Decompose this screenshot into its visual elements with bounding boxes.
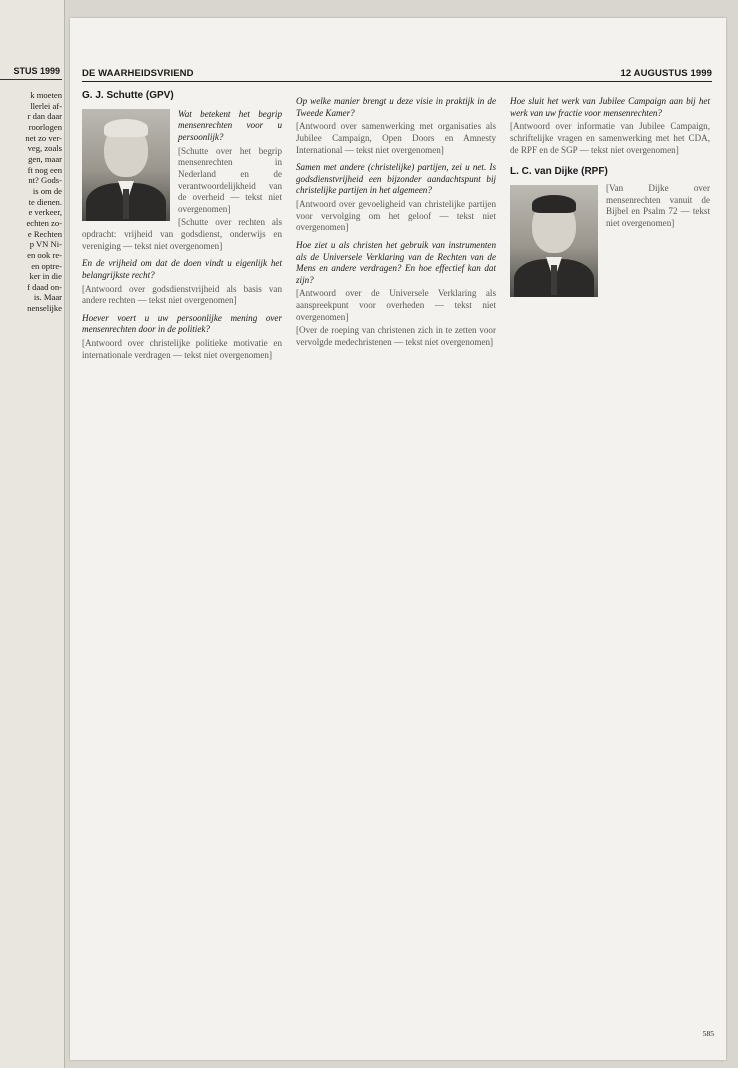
answer-3-summary: [Antwoord over christelijke politieke motivatie en internationale verdragen — tekst niet overgenomen] (82, 338, 282, 360)
left-page-line-fragment: is om de (32, 185, 62, 196)
masthead: DE WAARHEIDSVRIEND (82, 68, 194, 79)
question-5: Samen met andere (christelijke) partijen, zei u net. Is godsdienstvrijheid een bijzonder aandachtspunt bij christelijke partijen in het algemeen? (296, 162, 496, 196)
left-page-line-fragment: ker in die (29, 271, 62, 282)
left-page-rule (0, 79, 62, 80)
left-page-line-fragment: nenselijke (27, 303, 62, 314)
left-page-line-fragment: veg, zoals (27, 143, 62, 154)
answer-6b-summary: [Over de roeping van christenen zich in te zetten voor vervolgde medechristenen — tekst niet overgenomen] (296, 325, 496, 347)
photo-van-dijke (510, 185, 598, 297)
answer-1b-summary: [Schutte over rechten als opdracht: vrijheid van godsdienst, onderwijs en vereniging — tekst niet overgenomen] (82, 217, 282, 251)
left-page-line-fragment: gen, maar (28, 153, 62, 164)
left-page-line-fragment: ft nog een (27, 164, 62, 175)
left-page-text-fragments (0, 90, 62, 314)
left-page-line-fragment: r dan daar (27, 111, 62, 122)
left-page-spine (0, 0, 65, 1068)
left-page-line-fragment: net zo ver- (25, 132, 62, 143)
answer-6-summary: [Antwoord over de Universele Verklaring als aanspreekpunt voor overheden — tekst niet overgenomen] (296, 288, 496, 322)
left-page-line-fragment: f daad on- (27, 281, 62, 292)
left-page-line-fragment: te dienen. (28, 196, 62, 207)
answer-5-summary: [Antwoord over gevoeligheid van christelijke partijen voor vervolging om het geloof — tekst niet overgenomen] (296, 199, 496, 233)
column-2 (296, 90, 496, 351)
left-page-line-fragment: e verkeer, (28, 207, 62, 218)
header-rule (82, 81, 712, 82)
question-1: Wat betekent het begrip mensenrechten voor u persoonlijk? (178, 108, 282, 143)
question-3: Hoever voert u uw persoonlijke mening over mensenrechten door in de politiek? (82, 312, 282, 335)
byline-van-dijke: L. C. van Dijke (RPF) (510, 166, 608, 178)
left-page-line-fragment: echten zo- (26, 217, 62, 228)
column-1 (82, 90, 282, 363)
left-page-line-fragment: p VN Ni- (29, 239, 62, 250)
question-4: Op welke manier brengt u deze visie in praktijk in de Tweede Kamer? (296, 96, 496, 118)
question-7: Hoe sluit het werk van Jubilee Campaign aan bij het werk van uw fractie voor mensenrechten? (510, 96, 710, 118)
newspaper-page (70, 18, 726, 1060)
byline-schutte: G. J. Schutte (GPV) (82, 90, 174, 101)
van-dijke-answer-summary: [Van Dijke over mensenrechten vanuit de Bijbel en Psalm 72 — tekst niet overgenomen] (606, 182, 710, 228)
question-2: En de vrijheid om dat de doen vindt u eigenlijk het belangrijkste recht? (82, 258, 282, 280)
answer-7-summary: [Antwoord over informatie van Jubilee Campaign, schriftelijke vragen en samenwerking met het CDA, de RPF en de SGP — tekst niet overgenomen] (510, 121, 710, 155)
page-number: 585 (702, 1029, 714, 1038)
answer-2-summary: [Antwoord over godsdienstvrijheid als basis van andere rechten — tekst niet overgenomen] (82, 283, 282, 306)
left-page-line-fragment: k moeten (30, 90, 62, 100)
left-page-line-fragment: is. Maar (33, 292, 62, 303)
left-page-line-fragment: roorlogen (28, 121, 62, 132)
question-6: Hoe ziet u als christen het gebruik van instrumenten als de Universele Verklaring van de Rechten van de Mens en andere verdragen? En hoe effectief kan dat zijn? (296, 239, 496, 285)
answer-1-summary: [Schutte over het begrip mensenrechten in Nederland en de verantwoordelijkheid van de overheid — tekst niet overgenomen] (178, 145, 282, 214)
left-page-line-fragment: llerlei af- (30, 100, 62, 111)
left-page-line-fragment: en ook re- (27, 249, 62, 260)
left-page-line-fragment: en optre- (31, 260, 62, 271)
column-3 (510, 90, 710, 301)
answer-4-summary: [Antwoord over samenwerking met organisaties als Jubilee Campaign, Open Doors en Amnesty International — tekst niet overgenomen] (296, 121, 496, 155)
left-page-header-fragment: STUS 1999 (13, 66, 60, 76)
photo-schutte (82, 109, 170, 221)
left-page-line-fragment: nt? Gods- (28, 175, 62, 186)
left-page-line-fragment: e Rechten (27, 228, 62, 239)
issue-date: 12 AUGUSTUS 1999 (620, 68, 712, 79)
